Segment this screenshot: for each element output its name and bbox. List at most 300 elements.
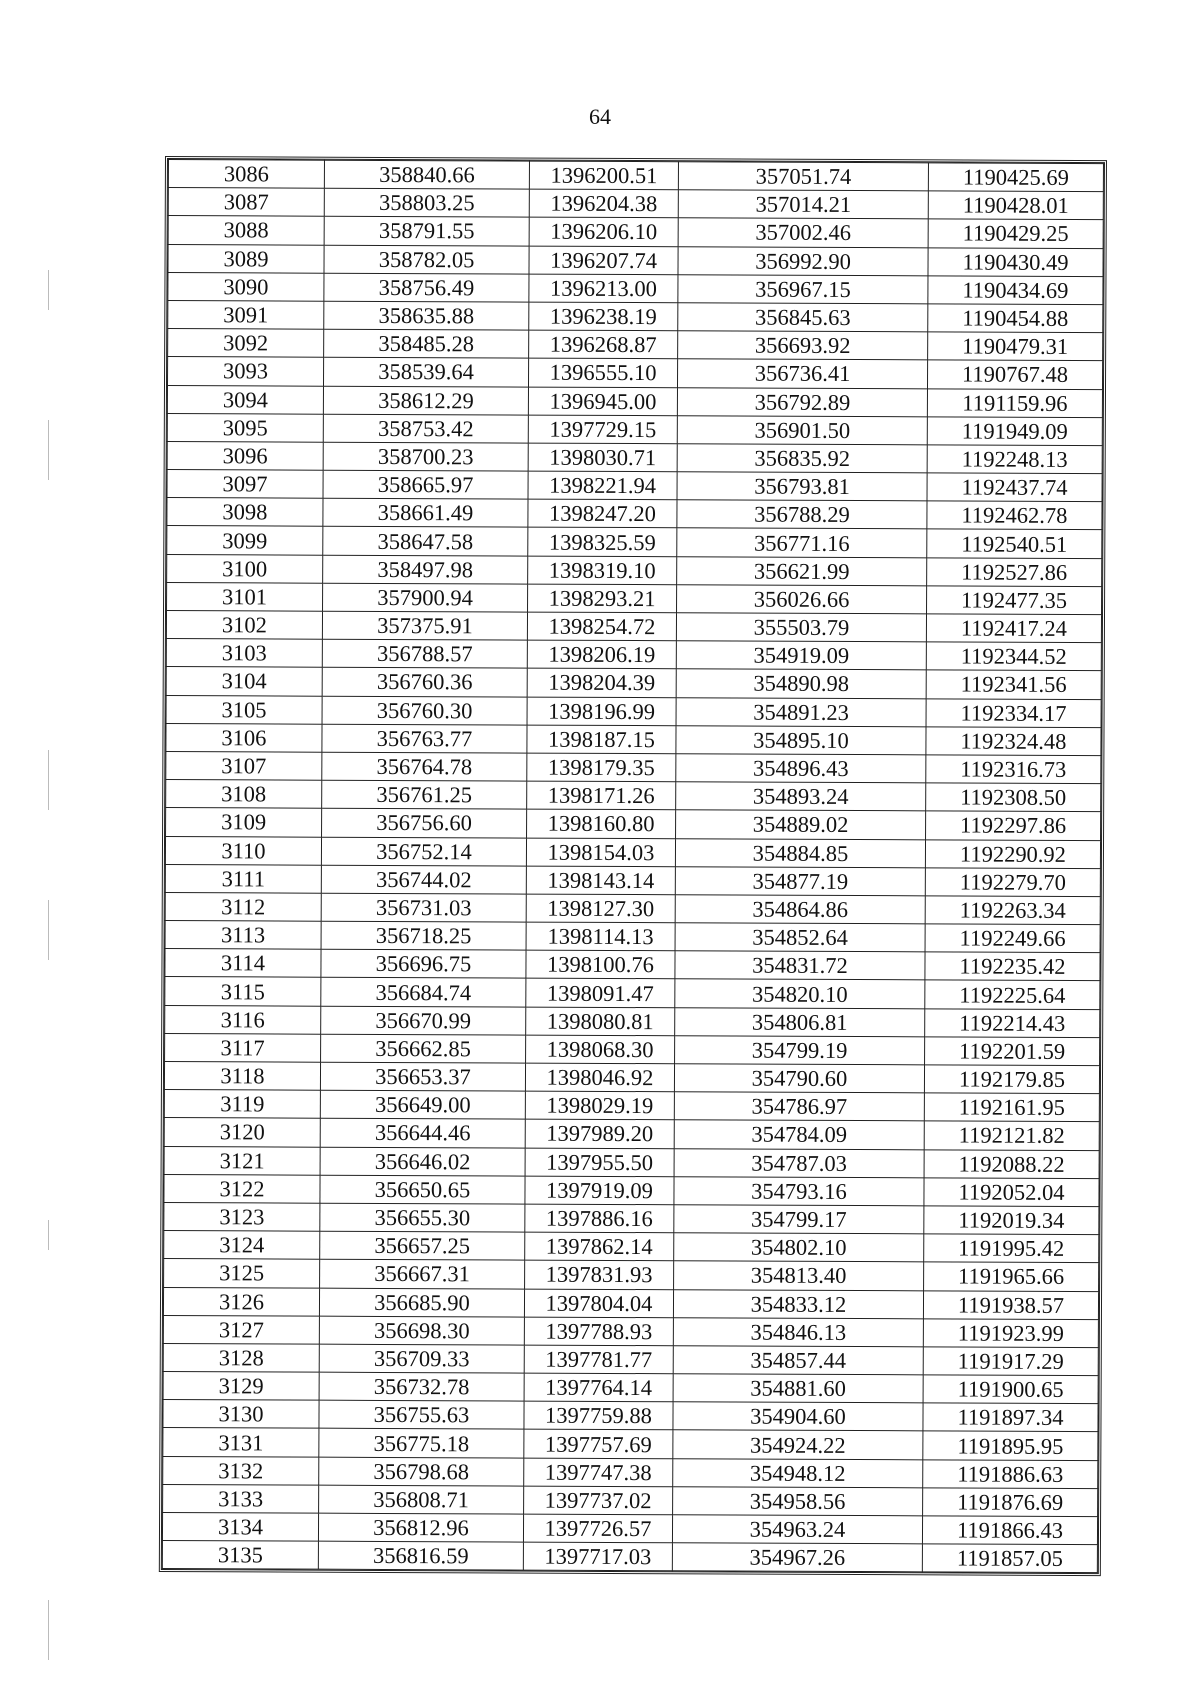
x2-coordinate-cell: 354784.09 xyxy=(674,1120,924,1149)
point-id-cell: 3105 xyxy=(166,695,322,724)
table-row xyxy=(165,836,1100,868)
x-coordinate-cell: 356650.65 xyxy=(320,1175,525,1204)
table-row xyxy=(166,695,1101,727)
point-id-cell: 3132 xyxy=(163,1456,319,1485)
y2-coordinate-cell: 1191895.95 xyxy=(923,1431,1098,1460)
x2-coordinate-cell: 354820.10 xyxy=(675,979,925,1008)
x-coordinate-cell: 356756.60 xyxy=(322,809,527,838)
y2-coordinate-cell: 1191857.05 xyxy=(922,1544,1097,1573)
point-id-cell: 3106 xyxy=(166,723,322,752)
point-id-cell: 3124 xyxy=(164,1231,320,1260)
x2-coordinate-cell: 354831.72 xyxy=(675,951,925,980)
x2-coordinate-cell: 356788.29 xyxy=(677,500,927,529)
x-coordinate-cell: 356760.36 xyxy=(322,668,527,697)
point-id-cell: 3134 xyxy=(162,1513,318,1542)
point-id-cell: 3108 xyxy=(166,780,322,809)
x2-coordinate-cell: 356693.92 xyxy=(678,331,928,360)
x2-coordinate-cell: 354793.16 xyxy=(674,1176,924,1205)
coordinate-table-frame xyxy=(159,156,1107,1576)
point-id-cell: 3096 xyxy=(167,441,323,470)
x2-coordinate-cell: 356845.63 xyxy=(678,303,928,332)
y2-coordinate-cell: 1191938.57 xyxy=(923,1290,1098,1319)
y2-coordinate-cell: 1191866.43 xyxy=(922,1516,1097,1545)
point-id-cell: 3116 xyxy=(165,1005,321,1034)
point-id-cell: 3131 xyxy=(163,1428,319,1457)
x-coordinate-cell: 357375.91 xyxy=(322,611,527,640)
point-id-cell: 3088 xyxy=(168,216,324,245)
table-row xyxy=(168,216,1103,248)
x2-coordinate-cell: 356792.89 xyxy=(677,387,927,416)
x2-coordinate-cell: 354881.60 xyxy=(673,1374,923,1403)
x-coordinate-cell: 356752.14 xyxy=(321,837,526,866)
table-row xyxy=(164,1090,1099,1122)
x2-coordinate-cell: 356621.99 xyxy=(677,556,927,585)
table-row xyxy=(166,808,1101,840)
point-id-cell: 3102 xyxy=(166,611,322,640)
y2-coordinate-cell: 1192462.78 xyxy=(927,501,1102,530)
x2-coordinate-cell: 354846.13 xyxy=(673,1317,923,1346)
x2-coordinate-cell: 354896.43 xyxy=(676,754,926,783)
x-coordinate-cell: 356732.78 xyxy=(319,1372,524,1401)
y-coordinate-cell: 1398154.03 xyxy=(526,838,675,867)
y-coordinate-cell: 1398196.99 xyxy=(527,697,676,726)
y2-coordinate-cell: 1192316.73 xyxy=(926,755,1101,784)
table-row xyxy=(167,470,1102,502)
y2-coordinate-cell: 1190479.31 xyxy=(928,332,1103,361)
y2-coordinate-cell: 1192279.70 xyxy=(925,868,1100,897)
x-coordinate-cell: 356670.99 xyxy=(321,1006,526,1035)
point-id-cell: 3114 xyxy=(165,949,321,978)
x-coordinate-cell: 356798.68 xyxy=(319,1457,524,1486)
point-id-cell: 3086 xyxy=(168,160,324,189)
y-coordinate-cell: 1397747.38 xyxy=(524,1458,673,1487)
x2-coordinate-cell: 354790.60 xyxy=(674,1064,924,1093)
table-row xyxy=(165,892,1100,924)
table-row xyxy=(167,385,1102,417)
x2-coordinate-cell: 354857.44 xyxy=(673,1346,923,1375)
point-id-cell: 3123 xyxy=(164,1202,320,1231)
y2-coordinate-cell: 1192248.13 xyxy=(927,445,1102,474)
x2-coordinate-cell: 354884.85 xyxy=(675,838,925,867)
y2-coordinate-cell: 1192201.59 xyxy=(925,1037,1100,1066)
scan-mark xyxy=(48,1600,49,1660)
y-coordinate-cell: 1397757.69 xyxy=(524,1430,673,1459)
y2-coordinate-cell: 1190454.88 xyxy=(928,304,1103,333)
y2-coordinate-cell: 1190428.01 xyxy=(928,191,1103,220)
x2-coordinate-cell: 354948.12 xyxy=(673,1458,923,1487)
x-coordinate-cell: 356764.78 xyxy=(322,752,527,781)
table-row xyxy=(163,1372,1098,1404)
x2-coordinate-cell: 354895.10 xyxy=(676,725,926,754)
y2-coordinate-cell: 1192019.34 xyxy=(924,1206,1099,1235)
point-id-cell: 3089 xyxy=(168,244,324,273)
y-coordinate-cell: 1398030.71 xyxy=(528,443,677,472)
y2-coordinate-cell: 1190425.69 xyxy=(928,163,1103,192)
y-coordinate-cell: 1398319.10 xyxy=(528,556,677,585)
x-coordinate-cell: 358497.98 xyxy=(323,555,528,584)
x2-coordinate-cell: 354877.19 xyxy=(675,866,925,895)
y-coordinate-cell: 1398143.14 xyxy=(526,866,675,895)
y2-coordinate-cell: 1192263.34 xyxy=(925,896,1100,925)
y2-coordinate-cell: 1191876.69 xyxy=(923,1488,1098,1517)
table-row xyxy=(167,441,1102,473)
point-id-cell: 3119 xyxy=(164,1090,320,1119)
y2-coordinate-cell: 1191897.34 xyxy=(923,1403,1098,1432)
y-coordinate-cell: 1397764.14 xyxy=(524,1373,673,1402)
x-coordinate-cell: 356763.77 xyxy=(322,724,527,753)
y-coordinate-cell: 1398254.72 xyxy=(527,612,676,641)
x-coordinate-cell: 356808.71 xyxy=(319,1485,524,1514)
y2-coordinate-cell: 1192324.48 xyxy=(926,727,1101,756)
y2-coordinate-cell: 1192214.43 xyxy=(925,1008,1100,1037)
y-coordinate-cell: 1397729.15 xyxy=(528,415,677,444)
point-id-cell: 3109 xyxy=(166,808,322,837)
y-coordinate-cell: 1398293.21 xyxy=(528,584,677,613)
point-id-cell: 3110 xyxy=(165,836,321,865)
x2-coordinate-cell: 354802.10 xyxy=(674,1233,924,1262)
y-coordinate-cell: 1398171.26 xyxy=(527,781,676,810)
x2-coordinate-cell: 356026.66 xyxy=(677,585,927,614)
y2-coordinate-cell: 1191917.29 xyxy=(923,1347,1098,1376)
table-row xyxy=(168,160,1103,192)
y-coordinate-cell: 1397886.16 xyxy=(525,1204,674,1233)
x2-coordinate-cell: 356901.50 xyxy=(677,415,927,444)
x-coordinate-cell: 358791.55 xyxy=(324,217,529,246)
table-row xyxy=(163,1484,1098,1516)
point-id-cell: 3128 xyxy=(163,1343,319,1372)
y2-coordinate-cell: 1192477.35 xyxy=(927,586,1102,615)
y-coordinate-cell: 1398187.15 xyxy=(527,725,676,754)
x-coordinate-cell: 358753.42 xyxy=(323,414,528,443)
x-coordinate-cell: 356709.33 xyxy=(319,1344,524,1373)
table-row xyxy=(166,780,1101,812)
y-coordinate-cell: 1398114.13 xyxy=(526,922,675,951)
y-coordinate-cell: 1396945.00 xyxy=(528,387,677,416)
x2-coordinate-cell: 354958.56 xyxy=(673,1487,923,1516)
y2-coordinate-cell: 1191159.96 xyxy=(927,388,1102,417)
x2-coordinate-cell: 354864.86 xyxy=(675,895,925,924)
x-coordinate-cell: 356744.02 xyxy=(321,865,526,894)
y2-coordinate-cell: 1191923.99 xyxy=(923,1319,1098,1348)
x2-coordinate-cell: 354919.09 xyxy=(676,641,926,670)
table-row xyxy=(166,751,1101,783)
x-coordinate-cell: 356667.31 xyxy=(320,1259,525,1288)
y2-coordinate-cell: 1192437.74 xyxy=(927,473,1102,502)
y-coordinate-cell: 1397955.50 xyxy=(525,1148,674,1177)
x2-coordinate-cell: 354891.23 xyxy=(676,697,926,726)
point-id-cell: 3097 xyxy=(167,470,323,499)
point-id-cell: 3125 xyxy=(164,1259,320,1288)
x2-coordinate-cell: 354889.02 xyxy=(676,810,926,839)
x-coordinate-cell: 358665.97 xyxy=(323,470,528,499)
x-coordinate-cell: 356718.25 xyxy=(321,921,526,950)
table-row xyxy=(168,244,1103,276)
x2-coordinate-cell: 354924.22 xyxy=(673,1430,923,1459)
y2-coordinate-cell: 1191886.63 xyxy=(923,1459,1098,1488)
x-coordinate-cell: 356657.25 xyxy=(320,1231,525,1260)
coordinate-table-body xyxy=(162,160,1103,1573)
y2-coordinate-cell: 1192225.64 xyxy=(925,980,1100,1009)
x-coordinate-cell: 356698.30 xyxy=(319,1316,524,1345)
table-row xyxy=(165,864,1100,896)
y-coordinate-cell: 1398160.80 xyxy=(527,809,676,838)
x-coordinate-cell: 358539.64 xyxy=(323,358,528,387)
x-coordinate-cell: 356760.30 xyxy=(322,696,527,725)
point-id-cell: 3103 xyxy=(166,639,322,668)
x2-coordinate-cell: 356736.41 xyxy=(677,359,927,388)
x-coordinate-cell: 356731.03 xyxy=(321,893,526,922)
x2-coordinate-cell: 357051.74 xyxy=(678,162,928,191)
x2-coordinate-cell: 354893.24 xyxy=(676,782,926,811)
scan-mark xyxy=(48,1220,49,1250)
point-id-cell: 3121 xyxy=(164,1146,320,1175)
point-id-cell: 3120 xyxy=(164,1118,320,1147)
x-coordinate-cell: 358661.49 xyxy=(323,498,528,527)
x2-coordinate-cell: 354852.64 xyxy=(675,923,925,952)
table-row xyxy=(164,1202,1099,1234)
x-coordinate-cell: 356662.85 xyxy=(321,1034,526,1063)
x-coordinate-cell: 356755.63 xyxy=(319,1400,524,1429)
y2-coordinate-cell: 1192052.04 xyxy=(924,1178,1099,1207)
table-row xyxy=(162,1513,1097,1545)
page-number: 64 xyxy=(589,104,611,129)
x2-coordinate-cell: 356771.16 xyxy=(677,528,927,557)
x2-coordinate-cell: 356967.15 xyxy=(678,274,928,303)
table-row xyxy=(167,582,1102,614)
y-coordinate-cell: 1397919.09 xyxy=(525,1176,674,1205)
x-coordinate-cell: 358803.25 xyxy=(324,188,529,217)
y2-coordinate-cell: 1192344.52 xyxy=(926,642,1101,671)
table-row xyxy=(167,498,1102,530)
point-id-cell: 3104 xyxy=(166,667,322,696)
y-coordinate-cell: 1398206.19 xyxy=(527,640,676,669)
table-row xyxy=(163,1315,1098,1347)
point-id-cell: 3101 xyxy=(167,582,323,611)
x-coordinate-cell: 356649.00 xyxy=(320,1090,525,1119)
point-id-cell: 3127 xyxy=(163,1315,319,1344)
x-coordinate-cell: 356696.75 xyxy=(321,949,526,978)
y2-coordinate-cell: 1190767.48 xyxy=(927,360,1102,389)
y-coordinate-cell: 1398029.19 xyxy=(525,1091,674,1120)
y2-coordinate-cell: 1192297.86 xyxy=(926,811,1101,840)
scan-mark xyxy=(48,420,49,480)
table-row xyxy=(167,413,1102,445)
y2-coordinate-cell: 1192290.92 xyxy=(925,839,1100,868)
x-coordinate-cell: 358840.66 xyxy=(324,160,529,189)
y-coordinate-cell: 1396268.87 xyxy=(529,330,678,359)
table-row xyxy=(166,723,1101,755)
x2-coordinate-cell: 357002.46 xyxy=(678,218,928,247)
y2-coordinate-cell: 1192161.95 xyxy=(924,1093,1099,1122)
point-id-cell: 3118 xyxy=(164,1062,320,1091)
point-id-cell: 3133 xyxy=(163,1484,319,1513)
y-coordinate-cell: 1398247.20 xyxy=(528,499,677,528)
x2-coordinate-cell: 357014.21 xyxy=(678,190,928,219)
x-coordinate-cell: 358700.23 xyxy=(323,442,528,471)
x2-coordinate-cell: 354786.97 xyxy=(674,1092,924,1121)
y2-coordinate-cell: 1192308.50 xyxy=(926,783,1101,812)
x-coordinate-cell: 358647.58 xyxy=(323,527,528,556)
point-id-cell: 3115 xyxy=(165,977,321,1006)
y2-coordinate-cell: 1190429.25 xyxy=(928,219,1103,248)
x2-coordinate-cell: 354787.03 xyxy=(674,1148,924,1177)
x2-coordinate-cell: 354833.12 xyxy=(673,1289,923,1318)
point-id-cell: 3090 xyxy=(168,272,324,301)
y2-coordinate-cell: 1190430.49 xyxy=(928,247,1103,276)
table-row xyxy=(168,329,1103,361)
x-coordinate-cell: 356812.96 xyxy=(318,1513,523,1542)
y-coordinate-cell: 1396207.74 xyxy=(529,246,678,275)
y-coordinate-cell: 1397788.93 xyxy=(524,1317,673,1346)
x-coordinate-cell: 356684.74 xyxy=(321,978,526,1007)
table-row xyxy=(165,1005,1100,1037)
y2-coordinate-cell: 1192527.86 xyxy=(927,557,1102,586)
table-row xyxy=(164,1174,1099,1206)
y-coordinate-cell: 1397831.93 xyxy=(525,1260,674,1289)
y2-coordinate-cell: 1192235.42 xyxy=(925,952,1100,981)
x2-coordinate-cell: 356793.81 xyxy=(677,472,927,501)
table-row xyxy=(164,1259,1099,1291)
y2-coordinate-cell: 1191949.09 xyxy=(927,417,1102,446)
table-row xyxy=(168,300,1103,332)
point-id-cell: 3095 xyxy=(167,413,323,442)
point-id-cell: 3087 xyxy=(168,188,324,217)
y-coordinate-cell: 1397781.77 xyxy=(524,1345,673,1374)
x-coordinate-cell: 358635.88 xyxy=(324,301,529,330)
y-coordinate-cell: 1397804.04 xyxy=(524,1289,673,1318)
y2-coordinate-cell: 1192249.66 xyxy=(925,924,1100,953)
point-id-cell: 3129 xyxy=(163,1372,319,1401)
table-row xyxy=(164,1118,1099,1150)
y-coordinate-cell: 1397862.14 xyxy=(525,1232,674,1261)
table-row xyxy=(166,667,1101,699)
table-row xyxy=(165,921,1100,953)
table-row xyxy=(165,949,1100,981)
y-coordinate-cell: 1396213.00 xyxy=(529,274,678,303)
y2-coordinate-cell: 1192417.24 xyxy=(926,614,1101,643)
x-coordinate-cell: 358782.05 xyxy=(324,245,529,274)
y2-coordinate-cell: 1192334.17 xyxy=(926,698,1101,727)
table-row xyxy=(164,1062,1099,1094)
y2-coordinate-cell: 1192088.22 xyxy=(924,1149,1099,1178)
table-row xyxy=(163,1343,1098,1375)
x-coordinate-cell: 356653.37 xyxy=(320,1062,525,1091)
table-row xyxy=(162,1541,1097,1573)
x-coordinate-cell: 356816.59 xyxy=(318,1541,523,1570)
x-coordinate-cell: 356646.02 xyxy=(320,1147,525,1176)
x2-coordinate-cell: 354904.60 xyxy=(673,1402,923,1431)
x-coordinate-cell: 357900.94 xyxy=(323,583,528,612)
y-coordinate-cell: 1396200.51 xyxy=(529,161,678,190)
y-coordinate-cell: 1397726.57 xyxy=(523,1514,672,1543)
y-coordinate-cell: 1398046.92 xyxy=(525,1063,674,1092)
y-coordinate-cell: 1398091.47 xyxy=(526,979,675,1008)
point-id-cell: 3113 xyxy=(165,921,321,950)
y-coordinate-cell: 1397717.03 xyxy=(523,1542,672,1571)
table-row xyxy=(168,357,1103,389)
table-row xyxy=(165,977,1100,1009)
x-coordinate-cell: 356644.46 xyxy=(320,1119,525,1148)
y-coordinate-cell: 1396238.19 xyxy=(529,302,678,331)
table-row xyxy=(167,526,1102,558)
x-coordinate-cell: 358485.28 xyxy=(324,329,529,358)
x2-coordinate-cell: 354799.19 xyxy=(675,1036,925,1065)
x2-coordinate-cell: 355503.79 xyxy=(676,613,926,642)
table-row xyxy=(167,554,1102,586)
point-id-cell: 3117 xyxy=(165,1033,321,1062)
y-coordinate-cell: 1398068.30 xyxy=(526,1035,675,1064)
table-row xyxy=(164,1231,1099,1263)
x-coordinate-cell: 358612.29 xyxy=(323,386,528,415)
point-id-cell: 3112 xyxy=(165,892,321,921)
y-coordinate-cell: 1398179.35 xyxy=(527,753,676,782)
y2-coordinate-cell: 1192121.82 xyxy=(924,1121,1099,1150)
point-id-cell: 3135 xyxy=(162,1541,318,1570)
y-coordinate-cell: 1397759.88 xyxy=(524,1401,673,1430)
point-id-cell: 3100 xyxy=(167,554,323,583)
x2-coordinate-cell: 356835.92 xyxy=(677,444,927,473)
y2-coordinate-cell: 1192341.56 xyxy=(926,670,1101,699)
y2-coordinate-cell: 1191965.66 xyxy=(924,1262,1099,1291)
table-row xyxy=(163,1428,1098,1460)
y2-coordinate-cell: 1191900.65 xyxy=(923,1375,1098,1404)
point-id-cell: 3126 xyxy=(163,1287,319,1316)
x2-coordinate-cell: 354963.24 xyxy=(672,1515,922,1544)
scan-mark xyxy=(48,750,49,810)
point-id-cell: 3111 xyxy=(165,864,321,893)
y-coordinate-cell: 1398204.39 xyxy=(527,668,676,697)
table-row xyxy=(163,1400,1098,1432)
x2-coordinate-cell: 354806.81 xyxy=(675,1007,925,1036)
y-coordinate-cell: 1398325.59 xyxy=(528,528,677,557)
scan-mark xyxy=(48,270,49,310)
table-row xyxy=(166,611,1101,643)
y-coordinate-cell: 1396206.10 xyxy=(529,217,678,246)
point-id-cell: 3107 xyxy=(166,751,322,780)
coordinate-table xyxy=(162,159,1104,1573)
table-row xyxy=(163,1287,1098,1319)
y-coordinate-cell: 1398127.30 xyxy=(526,894,675,923)
table-row xyxy=(164,1146,1099,1178)
x-coordinate-cell: 356655.30 xyxy=(320,1203,525,1232)
point-id-cell: 3098 xyxy=(167,498,323,527)
point-id-cell: 3093 xyxy=(168,357,324,386)
y-coordinate-cell: 1397737.02 xyxy=(524,1486,673,1515)
table-row xyxy=(168,188,1103,220)
table-row xyxy=(163,1456,1098,1488)
x2-coordinate-cell: 354799.17 xyxy=(674,1205,924,1234)
y-coordinate-cell: 1398080.81 xyxy=(526,1007,675,1036)
x2-coordinate-cell: 354967.26 xyxy=(672,1543,922,1572)
y2-coordinate-cell: 1192179.85 xyxy=(924,1065,1099,1094)
scan-mark xyxy=(48,900,49,960)
y-coordinate-cell: 1397989.20 xyxy=(525,1119,674,1148)
y2-coordinate-cell: 1192540.51 xyxy=(927,529,1102,558)
table-row xyxy=(166,639,1101,671)
y-coordinate-cell: 1396204.38 xyxy=(529,189,678,218)
point-id-cell: 3091 xyxy=(168,300,324,329)
x2-coordinate-cell: 356992.90 xyxy=(678,246,928,275)
x2-coordinate-cell: 354890.98 xyxy=(676,669,926,698)
x-coordinate-cell: 358756.49 xyxy=(324,273,529,302)
point-id-cell: 3092 xyxy=(168,329,324,358)
x2-coordinate-cell: 354813.40 xyxy=(674,1261,924,1290)
point-id-cell: 3099 xyxy=(167,526,323,555)
table-row xyxy=(165,1033,1100,1065)
y2-coordinate-cell: 1191995.42 xyxy=(924,1234,1099,1263)
y-coordinate-cell: 1396555.10 xyxy=(528,358,677,387)
x-coordinate-cell: 356761.25 xyxy=(322,780,527,809)
